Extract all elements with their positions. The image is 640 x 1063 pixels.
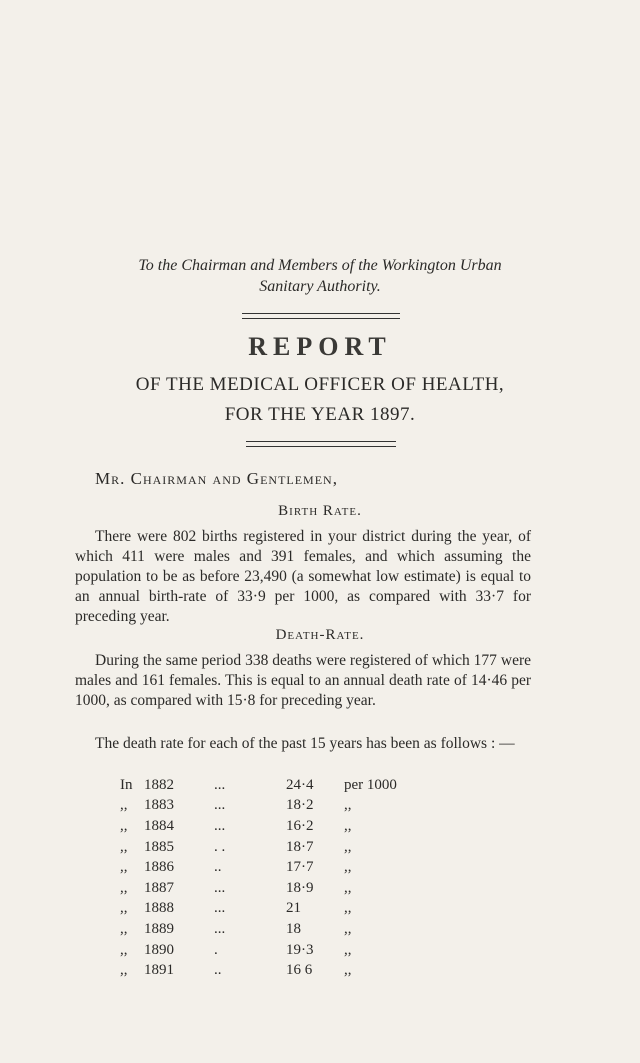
row-leader-dots: ... — [214, 776, 226, 793]
row-unit: per 1000 — [344, 776, 397, 793]
row-prefix: ,, — [120, 859, 128, 876]
row-leader-dots: .. — [214, 962, 222, 979]
row-rate: 18·7 — [286, 838, 314, 855]
divider-rule — [242, 313, 400, 314]
row-prefix: ,, — [120, 879, 128, 896]
row-year: 1884 — [144, 817, 174, 834]
row-unit: ,, — [344, 838, 352, 855]
table-row — [120, 857, 424, 878]
row-year: 1886 — [144, 859, 174, 876]
row-prefix: ,, — [120, 900, 128, 917]
table-row — [120, 940, 424, 961]
death-rate-paragraph: During the same period 338 deaths were registered of which 177 were males and 161 females. This is equal to an annual death rate of 14·46 per 1000, as compared with 15·8 for preceding year. — [75, 652, 531, 709]
death-rate-intro: The death rate for each of the past 15 years has been as follows : — — [95, 735, 515, 752]
row-year: 1888 — [144, 900, 174, 917]
table-row — [120, 775, 424, 796]
row-year: 1889 — [144, 920, 174, 937]
birth-rate-paragraph: There were 802 births registered in your district during the year, of which 411 were males and 391 females, and which assuming the population to be as before 23,490 (a somewhat low estimate) is equal to an annual birth-rate of 33·9 per 1000, as compared with 33·7 for preceding year. — [75, 528, 531, 625]
row-rate: 18·2 — [286, 797, 314, 814]
row-unit: ,, — [344, 859, 352, 876]
row-year: 1882 — [144, 776, 174, 793]
row-leader-dots: .. — [214, 859, 222, 876]
row-prefix: ,, — [120, 797, 128, 814]
row-unit: ,, — [344, 900, 352, 917]
address-line-1: To the Chairman and Members of the Workington Urban — [138, 257, 502, 274]
table-row — [120, 878, 424, 899]
row-rate: 16·2 — [286, 817, 314, 834]
table-row — [120, 816, 424, 837]
row-rate: 19·3 — [286, 941, 314, 958]
row-prefix: ,, — [120, 838, 128, 855]
row-prefix: ,, — [120, 920, 128, 937]
divider-rule — [246, 446, 396, 447]
row-rate: 18·9 — [286, 879, 314, 896]
row-year: 1887 — [144, 879, 174, 896]
row-leader-dots: ... — [214, 817, 226, 834]
row-prefix: ,, — [120, 817, 128, 834]
table-row — [120, 960, 424, 981]
row-leader-dots: . . — [214, 838, 226, 855]
row-year: 1891 — [144, 962, 174, 979]
divider-rule — [246, 441, 396, 442]
row-unit: ,, — [344, 941, 352, 958]
row-prefix: ,, — [120, 962, 128, 979]
row-prefix: ,, — [120, 941, 128, 958]
row-rate: 16 6 — [286, 962, 313, 979]
row-year: 1885 — [144, 838, 174, 855]
divider-rule — [242, 318, 400, 319]
salutation: Mr. Chairman and Gentlemen, — [95, 469, 338, 488]
report-title: REPORT — [248, 332, 392, 361]
row-unit: ,, — [344, 797, 352, 814]
row-rate: 18 — [286, 920, 301, 937]
row-rate: 17·7 — [286, 859, 314, 876]
address-line-2: Sanitary Authority. — [259, 278, 381, 295]
row-leader-dots: . — [214, 941, 218, 958]
row-rate: 24·4 — [286, 776, 314, 793]
report-subtitle-line-1: OF THE MEDICAL OFFICER OF HEALTH, — [135, 374, 505, 395]
death-rate-table — [120, 775, 424, 981]
death-rate-heading: Death-Rate. — [275, 627, 365, 643]
birth-rate-heading: Birth Rate. — [278, 503, 362, 519]
row-leader-dots: ... — [214, 920, 226, 937]
row-year: 1890 — [144, 941, 174, 958]
row-unit: ,, — [344, 962, 352, 979]
table-row — [120, 919, 424, 940]
row-rate: 21 — [286, 900, 301, 917]
row-unit: ,, — [344, 879, 352, 896]
row-year: 1883 — [144, 797, 174, 814]
report-subtitle-line-2: FOR THE YEAR 1897. — [224, 404, 416, 425]
row-leader-dots: ... — [214, 900, 226, 917]
table-row — [120, 837, 424, 858]
row-unit: ,, — [344, 817, 352, 834]
table-row — [120, 796, 424, 817]
table-row — [120, 899, 424, 920]
row-leader-dots: ... — [214, 879, 226, 896]
row-unit: ,, — [344, 920, 352, 937]
row-prefix: In — [120, 776, 133, 793]
row-leader-dots: ... — [214, 797, 226, 814]
